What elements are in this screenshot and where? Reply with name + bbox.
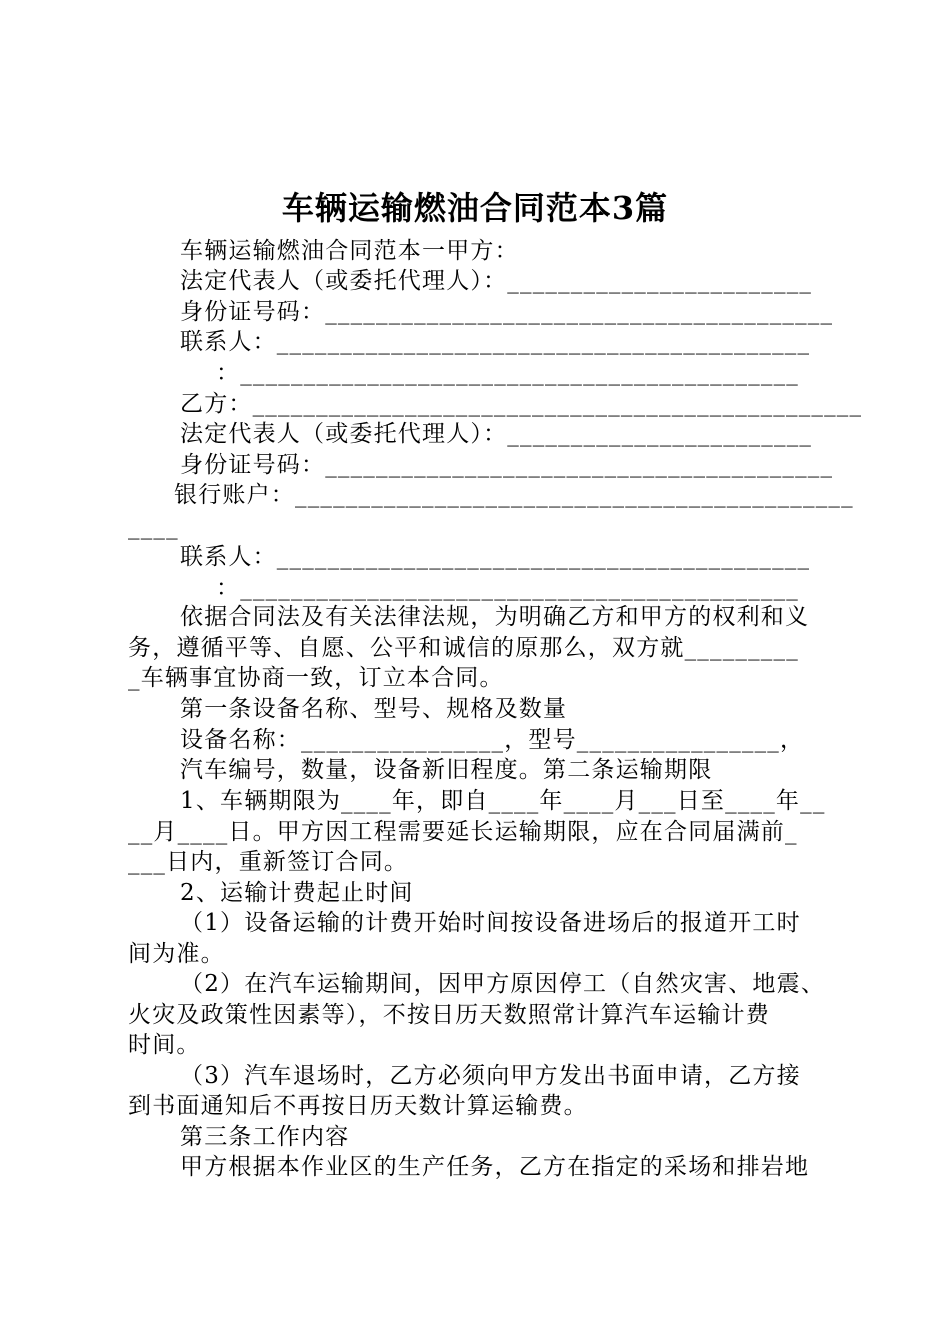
section-heading: 第一条设备名称、型号、规格及数量: [180, 696, 568, 722]
section-heading: 第三条工作内容: [180, 1124, 350, 1150]
paragraph-line: 时间。: [128, 1032, 201, 1058]
party-b-contact: 联系人：__________________________________________: [180, 544, 811, 570]
paragraph-line: __月____日。甲方因工程需要延长运输期限，应在合同届满前_: [128, 819, 798, 845]
party-b-phone: ：____________________________________________: [216, 575, 799, 601]
paragraph-line: 到书面通知后不再按日历天数计算运输费。: [128, 1093, 588, 1119]
paragraph-line: ___日内，重新签订合同。: [128, 849, 409, 875]
party-b-id-number: 身份证号码：________________________________________: [180, 452, 834, 478]
paragraph-line: 火灾及政策性因素等），不按日历天数照常计算汽车运输计费: [128, 1002, 770, 1028]
party-a-heading: 车辆运输燃油合同范本一甲方：: [180, 238, 519, 264]
paragraph-line: 1、车辆期限为____年，即自____年____月___日至____年__: [180, 788, 826, 814]
paragraph-line: （3）汽车退场时，乙方必须向甲方发出书面申请，乙方接: [180, 1063, 801, 1089]
party-a-id-number: 身份证号码：________________________________________: [180, 299, 834, 325]
paragraph-line: 依据合同法及有关法律法规，为明确乙方和甲方的权利和义: [180, 604, 810, 630]
paragraph-line: 设备名称：________________，型号________________，: [180, 727, 805, 753]
paragraph-line: 间为准。: [128, 941, 225, 967]
party-b-bank-account-cont: ____: [128, 514, 179, 540]
party-b-bank-account: 银行账户：____________________________________________: [174, 482, 854, 508]
paragraph-line: 甲方根据本作业区的生产任务，乙方在指定的采场和排岩地: [180, 1154, 810, 1180]
party-a-representative: 法定代表人（或委托代理人）：________________________: [180, 268, 813, 294]
party-a-contact: 联系人：__________________________________________: [180, 329, 811, 355]
paragraph-line: _车辆事宜协商一致，订立本合同。: [128, 665, 504, 691]
paragraph-line: 汽车编号，数量，设备新旧程度。第二条运输期限: [180, 757, 713, 783]
paragraph-line: 2、运输计费起止时间: [180, 880, 414, 906]
paragraph-line: （1）设备运输的计费开始时间按设备进场后的报道开工时: [180, 910, 801, 936]
party-b-heading: 乙方：________________________________________________: [180, 391, 863, 417]
document-title: 车辆运输燃油合同范本3篇: [281, 189, 669, 227]
paragraph-line: 务，遵循平等、自愿、公平和诚信的原那么，双方就_________: [128, 635, 799, 661]
party-b-representative: 法定代表人（或委托代理人）：________________________: [180, 421, 813, 447]
party-a-phone: ：____________________________________________: [216, 360, 799, 386]
paragraph-line: （2）在汽车运输期间，因甲方原因停工（自然灾害、地震、: [180, 971, 826, 997]
